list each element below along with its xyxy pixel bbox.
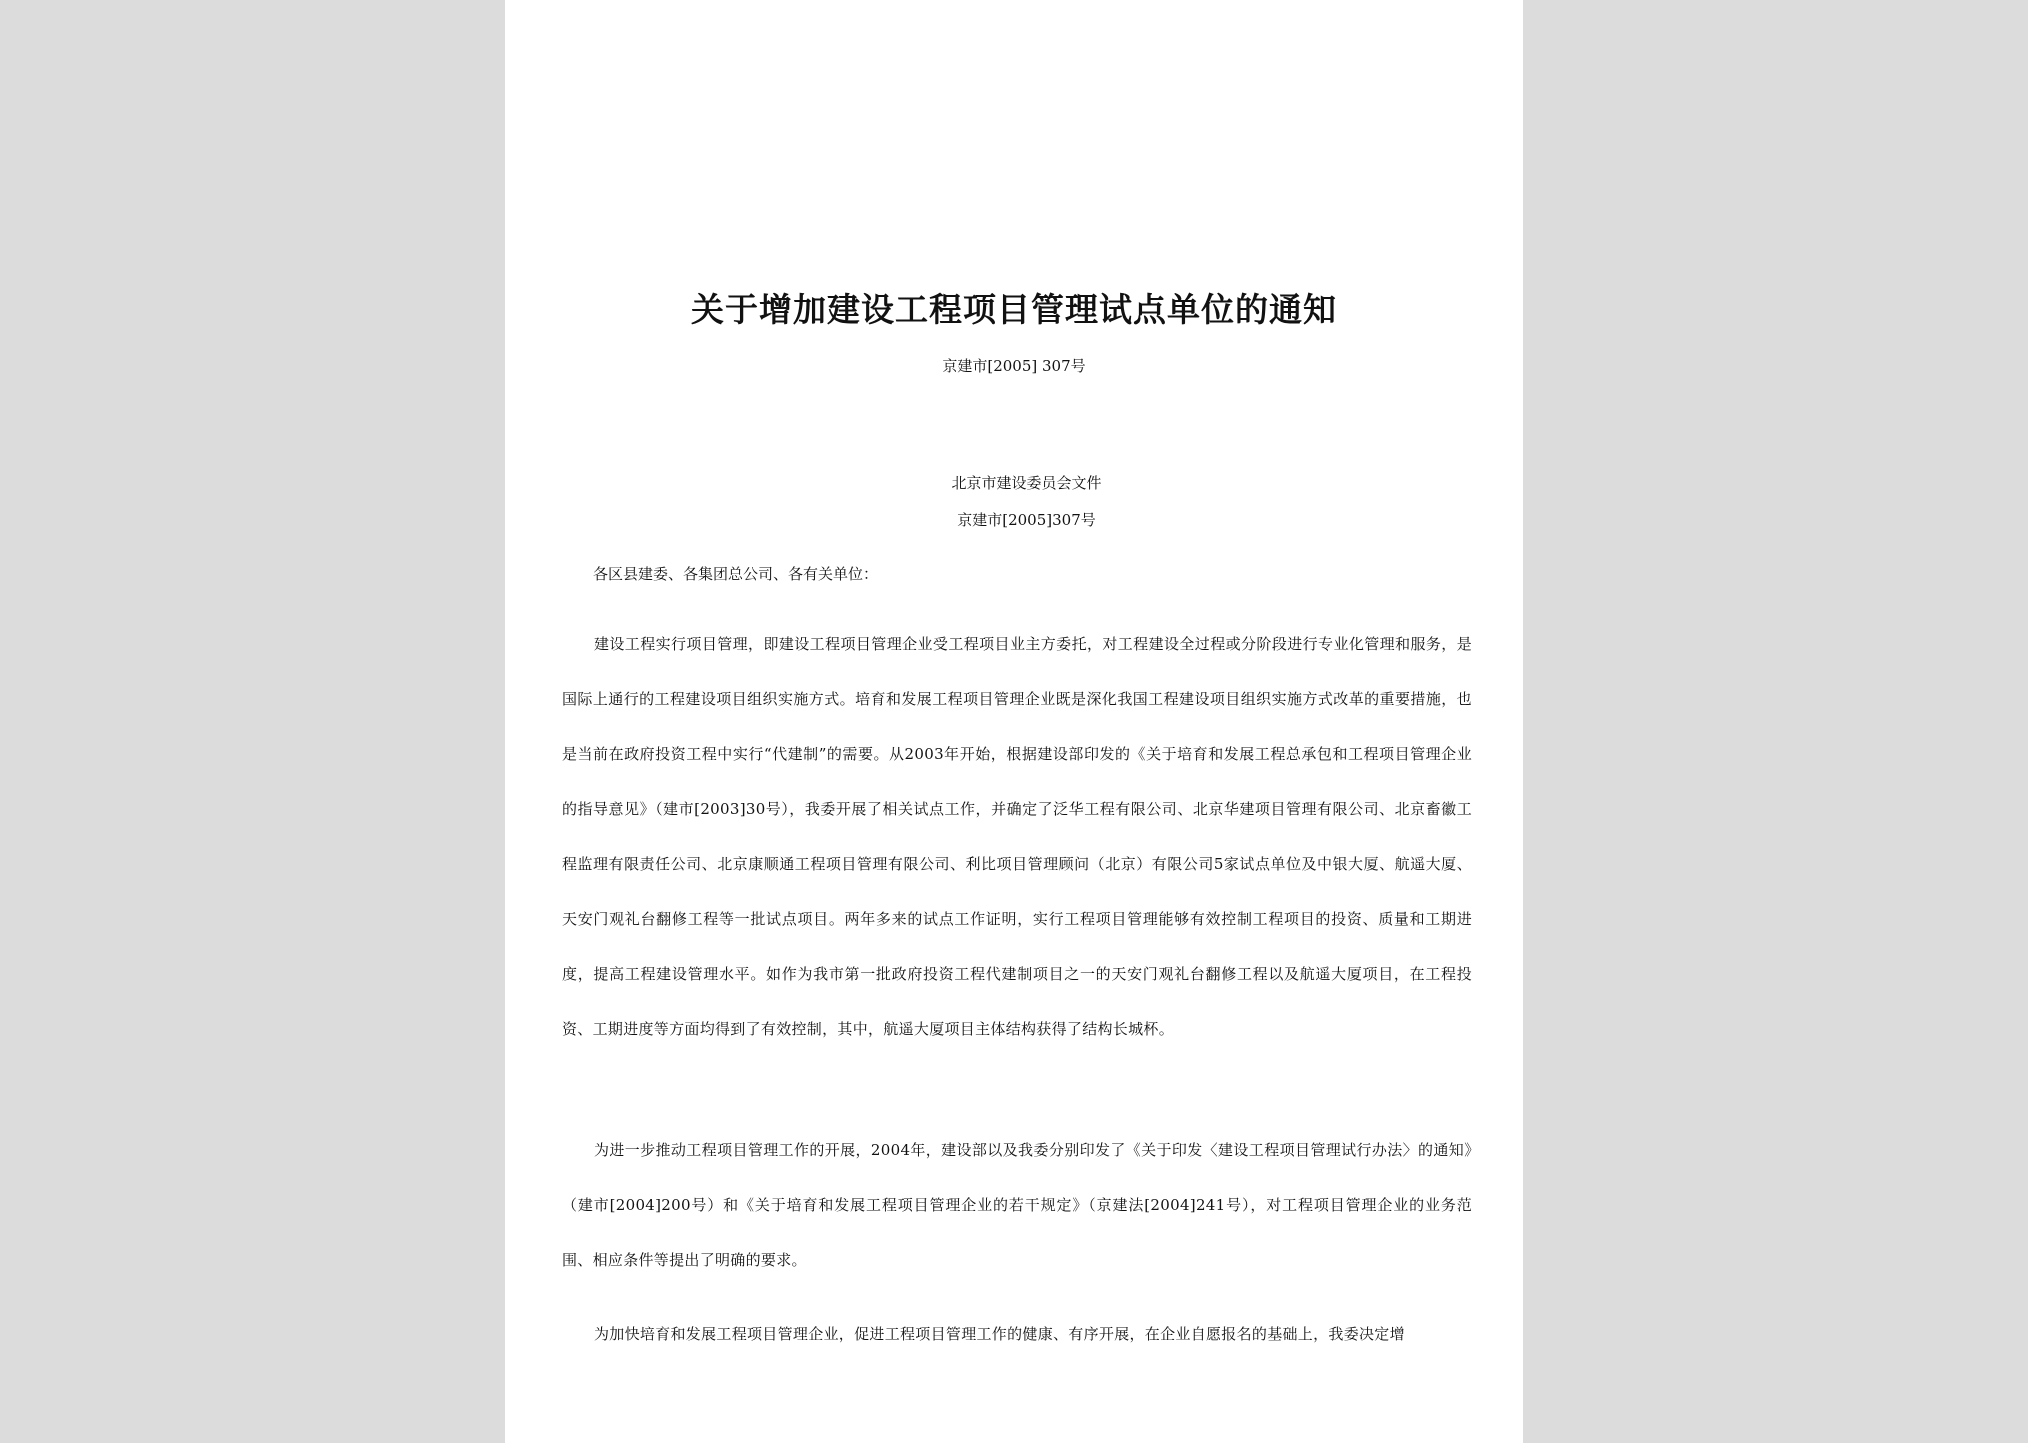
salutation: 各区县建委、各集团总公司、各有关单位： (593, 565, 879, 583)
issuer-line: 北京市建设委员会文件 (951, 474, 1102, 492)
body-paragraph-2: 为进一步推动工程项目管理工作的开展，2004年，建设部以及我委分别印发了《关于印发〈建设工程项目管理试行办法〉的通知》（建市[2004]200号）和《关于培育和发展工程项目管理企业的若干规定》（京建法[2004]241号），对工程项目管理企业的业务范围、相应条件等提出了明确的要求。 (562, 1141, 1472, 1269)
document-title: 关于增加建设工程项目管理试点单位的通知 (691, 290, 1337, 329)
body-paragraph-1: 建设工程实行项目管理，即建设工程项目管理企业受工程项目业主方委托，对工程建设全过程或分阶段进行专业化管理和服务，是国际上通行的工程建设项目组织实施方式。培育和发展工程项目管理企业既是深化我国工程建设项目组织实施方式改革的重要措施，也是当前在政府投资工程中实行“代建制”的需要。从2003年开始，根据建设部印发的《关于培育和发展工程总承包和工程项目管理企业的指导意见》（建市[2003]30号），我委开展了相关试点工作，并确定了泛华工程有限公司、北京华建项目管理有限公司、北京畜徽工程监理有限责任公司、北京康顺通工程项目管理有限公司、利比项目管理顾问（北京）有限公司5家试点单位及中银大厦、航遥大厦、天安门观礼台翻修工程等一批试点项目。两年多来的试点工作证明，实行工程项目管理能够有效控制工程项目的投资、质量和工期进度，提高工程建设管理水平。如作为我市第一批政府投资工程代建制项目之一的天安门观礼台翻修工程以及航遥大厦项目，在工程投资、工期进度等方面均得到了有效控制，其中，航遥大厦项目主体结构获得了结构长城杯。 (562, 635, 1472, 1038)
document-page (505, 0, 1523, 1443)
document-number-top: 京建市[2005] 307号 (942, 357, 1086, 375)
document-number: 京建市[2005]307号 (957, 511, 1096, 529)
body-paragraph-3: 为加快培育和发展工程项目管理企业，促进工程项目管理工作的健康、有序开展，在企业自愿报名的基础上，我委决定增 (594, 1325, 1405, 1343)
